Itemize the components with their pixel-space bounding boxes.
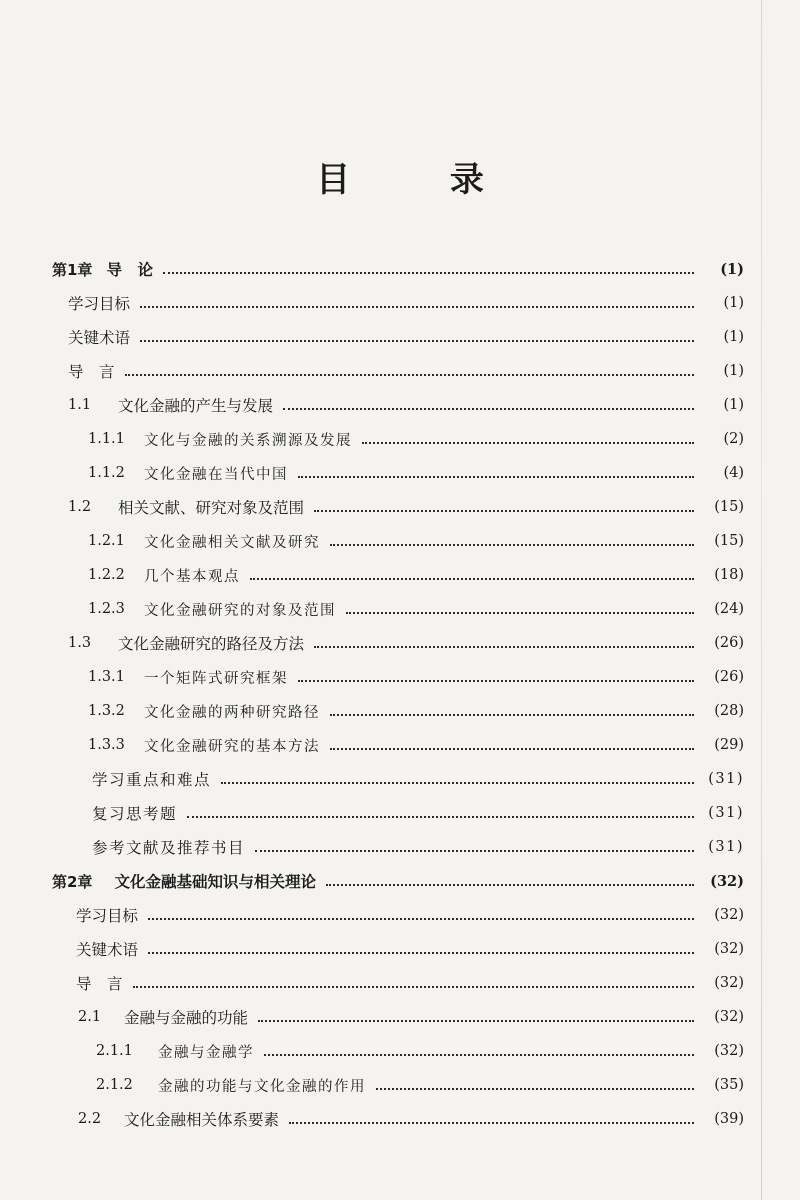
dot-leader <box>221 781 694 784</box>
section-number: 1.3 <box>68 635 92 651</box>
page-number: (35) <box>714 1077 744 1093</box>
entry-title: 复习思考题 <box>92 805 178 823</box>
toc-section-2-2[interactable] <box>0 1102 800 1136</box>
dot-leader <box>140 339 694 342</box>
dot-leader <box>330 747 694 750</box>
subsection-title: 文化金融的两种研究路径 <box>144 704 320 721</box>
section-number: 2.2 <box>78 1111 102 1127</box>
table-of-contents <box>0 252 800 1136</box>
entry-title: 导 言 <box>76 975 123 993</box>
chapter-title: 文化金融基础知识与相关理论 <box>114 872 316 891</box>
entry-title: 参考文献及推荐书目 <box>92 839 246 857</box>
entry-title: 关键术语 <box>68 329 131 347</box>
section-title: 文化金融研究的路径及方法 <box>118 635 305 653</box>
dot-leader <box>298 679 694 682</box>
dot-leader <box>255 849 694 852</box>
subsection-title: 几个基本观点 <box>144 568 240 585</box>
dot-leader <box>330 713 694 716</box>
toc-item-introduction[interactable] <box>0 966 800 1000</box>
section-title: 相关文献、研究对象及范围 <box>118 499 305 517</box>
subsection-number: 2.1.1 <box>96 1043 133 1059</box>
page-title: 目 录 <box>316 160 528 200</box>
page-number: (32) <box>714 941 744 957</box>
entry-title: 导 言 <box>68 363 115 381</box>
subsection-number: 1.1.1 <box>88 431 125 447</box>
entry-title: 学习目标 <box>76 907 139 925</box>
page-number: (32) <box>710 872 744 890</box>
page-number: (15) <box>714 533 744 549</box>
page-number: (2) <box>723 431 744 447</box>
section-number: 2.1 <box>78 1009 102 1025</box>
dot-leader <box>163 271 694 274</box>
page-number: (24) <box>714 601 744 617</box>
toc-item-learning-goals[interactable] <box>0 286 800 320</box>
chapter-title: 导 论 <box>106 260 153 279</box>
page-number: (39) <box>714 1111 744 1127</box>
toc-chapter-1[interactable] <box>0 252 800 286</box>
dot-leader <box>314 509 694 512</box>
toc-subsection-1-1-1[interactable] <box>0 422 800 456</box>
dot-leader <box>140 305 694 308</box>
dot-leader <box>187 815 694 818</box>
dot-leader <box>289 1121 694 1124</box>
toc-item-review-questions[interactable] <box>0 796 800 830</box>
subsection-title: 文化金融相关文献及研究 <box>144 534 320 551</box>
dot-leader <box>125 373 694 376</box>
page-number: (18) <box>714 567 744 583</box>
subsection-title: 文化金融研究的对象及范围 <box>144 602 336 619</box>
subsection-number: 1.2.3 <box>88 601 125 617</box>
page-number: (32) <box>714 975 744 991</box>
section-number: 1.2 <box>68 499 92 515</box>
section-title: 金融与金融的功能 <box>124 1009 249 1027</box>
toc-section-1-2[interactable] <box>0 490 800 524</box>
dot-leader <box>330 543 694 546</box>
toc-section-2-1[interactable] <box>0 1000 800 1034</box>
dot-leader <box>376 1087 694 1090</box>
toc-subsection-1-2-2[interactable] <box>0 558 800 592</box>
page-number: (1) <box>723 397 744 413</box>
page-number: (26) <box>714 669 744 685</box>
page-number: (1) <box>720 260 744 278</box>
subsection-title: 文化金融在当代中国 <box>144 466 288 483</box>
subsection-number: 1.3.3 <box>88 737 125 753</box>
page-number: (32) <box>714 1009 744 1025</box>
dot-leader <box>264 1053 694 1056</box>
page-number: (31) <box>708 839 744 855</box>
subsection-title: 文化与金融的关系溯源及发展 <box>144 432 352 449</box>
page-number: (4) <box>723 465 744 481</box>
dot-leader <box>346 611 694 614</box>
subsection-number: 1.3.1 <box>88 669 125 685</box>
toc-item-key-points[interactable] <box>0 762 800 796</box>
chapter-number: 第2章 <box>52 872 93 891</box>
dot-leader <box>283 407 694 410</box>
page-number: (26) <box>714 635 744 651</box>
page-number: (31) <box>708 805 744 821</box>
entry-title: 学习目标 <box>68 295 131 313</box>
toc-section-1-3[interactable] <box>0 626 800 660</box>
dot-leader <box>362 441 694 444</box>
entry-title: 关键术语 <box>76 941 139 959</box>
toc-subsection-1-2-3[interactable] <box>0 592 800 626</box>
section-number: 1.1 <box>68 397 92 413</box>
subsection-title: 金融的功能与文化金融的作用 <box>158 1078 366 1095</box>
dot-leader <box>258 1019 694 1022</box>
toc-section-1-1[interactable] <box>0 388 800 422</box>
toc-chapter-2[interactable] <box>0 864 800 898</box>
toc-subsection-1-2-1[interactable] <box>0 524 800 558</box>
toc-subsection-1-1-2[interactable] <box>0 456 800 490</box>
section-title: 文化金融的产生与发展 <box>118 397 274 415</box>
page-number: (1) <box>723 329 744 345</box>
toc-subsection-1-3-2[interactable] <box>0 694 800 728</box>
page-number: (1) <box>723 363 744 379</box>
dot-leader <box>148 917 694 920</box>
toc-item-introduction[interactable] <box>0 354 800 388</box>
page-number: (1) <box>723 295 744 311</box>
chapter-number: 第1章 <box>52 260 93 279</box>
dot-leader <box>250 577 694 580</box>
subsection-title: 一个矩阵式研究框架 <box>144 670 288 687</box>
toc-subsection-2-1-1[interactable] <box>0 1034 800 1068</box>
page-number: (15) <box>714 499 744 515</box>
dot-leader <box>148 951 694 954</box>
page-number: (32) <box>714 1043 744 1059</box>
subsection-number: 1.3.2 <box>88 703 125 719</box>
page-number: (31) <box>708 771 744 787</box>
section-title: 文化金融相关体系要素 <box>124 1111 280 1129</box>
dot-leader <box>298 475 694 478</box>
toc-item-key-terms[interactable] <box>0 320 800 354</box>
toc-subsection-1-3-3[interactable] <box>0 728 800 762</box>
page-number: (32) <box>714 907 744 923</box>
toc-item-learning-goals[interactable] <box>0 898 800 932</box>
subsection-title: 文化金融研究的基本方法 <box>144 738 320 755</box>
toc-subsection-2-1-2[interactable] <box>0 1068 800 1102</box>
toc-subsection-1-3-1[interactable] <box>0 660 800 694</box>
dot-leader <box>326 883 694 886</box>
dot-leader <box>314 645 694 648</box>
toc-item-references[interactable] <box>0 830 800 864</box>
page-number: (28) <box>714 703 744 719</box>
page-number: (29) <box>714 737 744 753</box>
toc-item-key-terms[interactable] <box>0 932 800 966</box>
subsection-number: 1.2.2 <box>88 567 125 583</box>
subsection-number: 1.2.1 <box>88 533 125 549</box>
entry-title: 学习重点和难点 <box>92 771 212 789</box>
subsection-title: 金融与金融学 <box>158 1044 254 1061</box>
subsection-number: 1.1.2 <box>88 465 125 481</box>
dot-leader <box>133 985 694 988</box>
subsection-number: 2.1.2 <box>96 1077 133 1093</box>
